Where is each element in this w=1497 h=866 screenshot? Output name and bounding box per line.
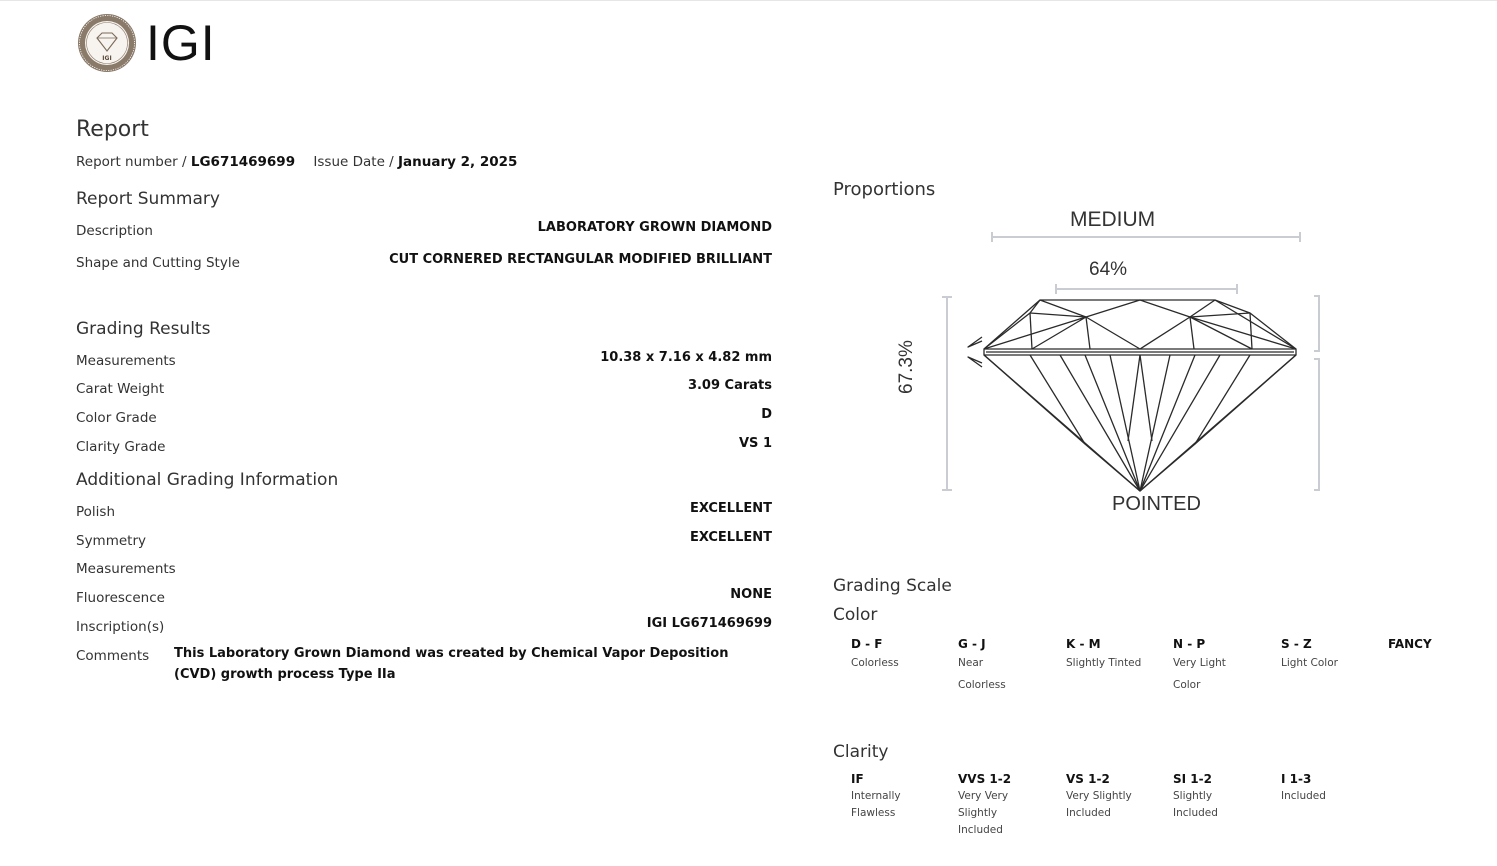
- color-grade-label: Color Grade: [76, 410, 157, 426]
- logo-text: IGI: [146, 15, 216, 71]
- clarity-scale-item: [1173, 772, 1218, 822]
- color-scale-item: [1281, 637, 1338, 672]
- proportions-diagram: [896, 201, 1320, 531]
- comments-label: Comments: [76, 648, 150, 664]
- color-desc: Colorless: [958, 679, 1006, 691]
- color-desc: Very Light: [1173, 657, 1226, 669]
- issue-date-label: Issue Date /: [313, 154, 394, 170]
- color-code: K - M: [1066, 637, 1101, 651]
- comments-value: This Laboratory Grown Diamond was created by Chemical Vapor Deposition (CVD) growth process Type IIa: [174, 646, 729, 682]
- color-code: N - P: [1173, 637, 1206, 651]
- page-title: Report: [76, 117, 149, 142]
- clarity-desc: Included: [1281, 790, 1326, 802]
- clarity-desc: Included: [1173, 807, 1218, 819]
- polish-value: EXCELLENT: [689, 501, 772, 516]
- clarity-code: VS 1-2: [1066, 772, 1110, 786]
- color-code: S - Z: [1281, 637, 1312, 651]
- color-scale-item: [1173, 637, 1226, 694]
- section-title-grading-scale: Grading Scale: [833, 576, 952, 596]
- color-desc: Color: [1173, 679, 1201, 691]
- inscription-value: IGI LG671469699: [646, 616, 772, 631]
- color-desc: Near: [958, 657, 984, 669]
- color-code: D - F: [851, 637, 883, 651]
- clarity-scale-item: [851, 772, 901, 822]
- color-scale-title: Color: [833, 605, 878, 625]
- symmetry-label: Symmetry: [76, 533, 146, 549]
- color-grade-value: D: [761, 407, 772, 422]
- igi-logo: [77, 13, 216, 73]
- fluorescence-label: Fluorescence: [76, 590, 165, 606]
- measurements-label: Measurements: [76, 353, 176, 369]
- color-scale-item: [851, 637, 899, 672]
- color-desc: Slightly Tinted: [1066, 657, 1142, 669]
- symmetry-value: EXCELLENT: [689, 530, 772, 545]
- section-title-summary: Report Summary: [76, 189, 220, 209]
- polish-label: Polish: [76, 504, 116, 520]
- table-percent: 64%: [1089, 259, 1128, 280]
- section-title-grading: Grading Results: [76, 319, 211, 339]
- color-scale-item: [958, 637, 1006, 694]
- clarity-scale-item: [1066, 772, 1132, 822]
- clarity-scale-item: [958, 772, 1011, 839]
- igi-seal-icon: [77, 13, 137, 73]
- color-code: G - J: [958, 637, 986, 651]
- color-desc: Light Color: [1281, 657, 1338, 669]
- issue-date: January 2, 2025: [398, 154, 518, 170]
- additional-measurements-label: Measurements: [76, 561, 176, 577]
- color-scale-item: [1066, 637, 1141, 672]
- carat-weight-value: 3.09 Carats: [687, 378, 772, 393]
- report-number-label: Report number /: [76, 154, 187, 170]
- fluorescence-value: NONE: [730, 587, 772, 602]
- carat-weight-label: Carat Weight: [76, 381, 165, 397]
- color-scale-item: [1388, 637, 1432, 651]
- girdle-label: MEDIUM: [1070, 208, 1156, 231]
- clarity-desc: Included: [958, 824, 1003, 836]
- description-label: Description: [76, 223, 153, 239]
- color-desc: Colorless: [851, 657, 899, 669]
- shape-value: CUT CORNERED RECTANGULAR MODIFIED BRILLIANT: [389, 252, 772, 267]
- inscription-label: Inscription(s): [76, 619, 165, 635]
- section-title-proportions: Proportions: [833, 179, 936, 200]
- clarity-code: I 1-3: [1281, 772, 1312, 786]
- clarity-desc: Flawless: [851, 807, 896, 819]
- clarity-code: VVS 1-2: [958, 772, 1012, 786]
- report-meta: [76, 154, 517, 170]
- report-number: LG671469699: [190, 154, 296, 170]
- clarity-desc: Very Very: [958, 790, 1009, 802]
- shape-label: Shape and Cutting Style: [76, 255, 240, 271]
- section-title-additional: Additional Grading Information: [76, 470, 339, 490]
- clarity-grade-label: Clarity Grade: [76, 439, 166, 455]
- clarity-desc: Very Slightly: [1066, 790, 1132, 802]
- clarity-desc: Slightly: [958, 807, 998, 819]
- depth-percent: 67.3%: [896, 340, 917, 394]
- clarity-desc: Slightly: [1173, 790, 1213, 802]
- clarity-desc: Internally: [851, 790, 901, 802]
- measurements-value: 10.38 x 7.16 x 4.82 mm: [600, 350, 772, 365]
- svg-text:IGI: IGI: [102, 55, 112, 62]
- culet-label: POINTED: [1112, 493, 1201, 515]
- diamond-profile-diagram: [900, 201, 1320, 531]
- clarity-grade-value: VS 1: [739, 436, 772, 451]
- color-code: FANCY: [1388, 637, 1432, 651]
- clarity-scale-title: Clarity: [833, 742, 889, 762]
- clarity-desc: Included: [1066, 807, 1111, 819]
- clarity-code: IF: [851, 772, 864, 786]
- clarity-code: SI 1-2: [1173, 772, 1212, 786]
- clarity-scale-item: [1281, 772, 1326, 805]
- description-value: LABORATORY GROWN DIAMOND: [537, 220, 772, 235]
